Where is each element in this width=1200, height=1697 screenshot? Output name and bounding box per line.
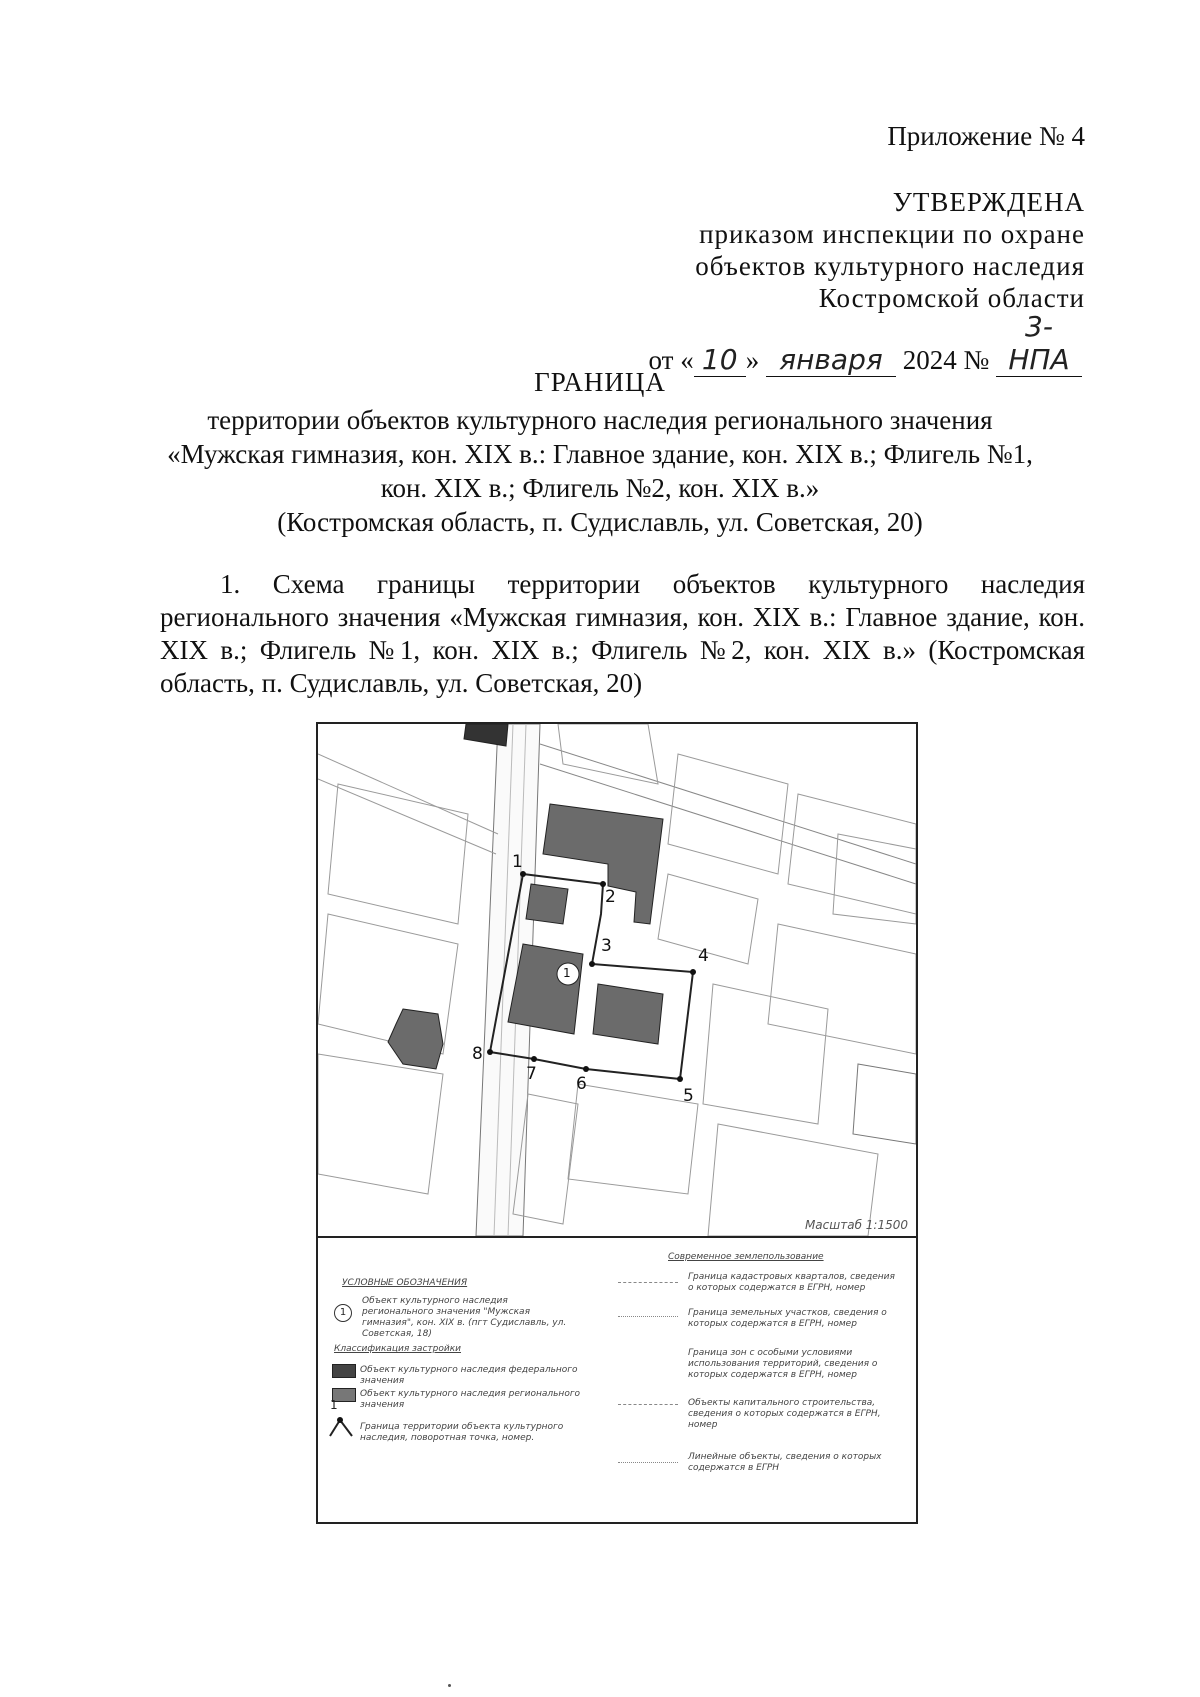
order-number-sign: № <box>963 345 990 375</box>
legend-cadastral-line <box>618 1282 678 1283</box>
title-line-1: территории объектов культурного наследия регионального значения <box>207 405 993 435</box>
legend-landplot-line <box>618 1316 678 1317</box>
legend-boundary-symbol: 1 <box>330 1398 338 1412</box>
approved-line-3: Костромской области <box>818 283 1085 313</box>
legend-regional: Объект культурного наследия регионального значения <box>360 1389 581 1410</box>
section-1-text: 1. Схема границы территории объектов культурного наследия регионального значения «Мужская гимназия, кон. XIX в.: Главное здание, кон. XIX в.; Флигель №1, кон. XIX в.; Флигель №2, кон. XIX в.» (Костромская область, п. Судиславль, ул. Советская, 20) <box>160 569 1085 698</box>
point-label-2: 2 <box>605 887 616 907</box>
point-label-8: 8 <box>472 1044 483 1064</box>
map-drawing <box>318 724 916 1236</box>
legend-zones: Граница зон с особыми условиями использования территорий, сведения о которых содержатся в ЕГРН, номер <box>688 1348 878 1380</box>
order-day: 10 <box>694 343 746 377</box>
point-label-4: 4 <box>698 946 709 966</box>
title-line-3: кон. XIX в.; Флигель №2, кон. XIX в.» <box>380 473 820 503</box>
point-label-3: 3 <box>601 936 612 956</box>
legend-linear: Линейные объекты, сведения о которых содержатся в ЕГРН <box>688 1452 882 1473</box>
order-month: января <box>766 343 896 377</box>
boundary-scheme <box>316 722 918 1524</box>
legend-right-title: Современное землепользование <box>668 1252 824 1262</box>
legend-capital-line <box>618 1404 678 1405</box>
point-label-5: 5 <box>683 1086 694 1106</box>
approved-line-1: приказом инспекции по охране <box>699 219 1085 249</box>
map-area <box>318 724 916 1238</box>
point-label-6: 6 <box>576 1074 587 1094</box>
appendix-label: Приложение № 4 <box>887 121 1085 151</box>
legend-title: УСЛОВНЫЕ ОБОЗНАЧЕНИЯ <box>342 1278 468 1288</box>
scan-dot <box>448 1684 451 1687</box>
approved-line-2: объектов культурного наследия <box>695 251 1085 281</box>
order-prefix: от « <box>648 345 694 375</box>
legend-cadastral: Граница кадастровых кварталов, сведения о которых содержатся в ЕГРН, номер <box>688 1272 895 1293</box>
legend-object-desc: Объект культурного наследия регионального значения "Мужская гимназия", кон. XIX в. (пгт Судиславль, ул. Советская, 18) <box>362 1296 567 1339</box>
order-mid: » <box>745 345 760 375</box>
point-label-7: 7 <box>526 1064 537 1084</box>
legend-linear-line <box>618 1462 678 1463</box>
legend-federal-swatch <box>332 1364 356 1378</box>
title-line-2: «Мужская гимназия, кон. XIX в.: Главное здание, кон. XIX в.; Флигель №1, <box>167 439 1033 469</box>
legend <box>318 1238 916 1522</box>
title-main: ГРАНИЦА <box>534 367 666 397</box>
order-year: 2024 <box>902 345 957 375</box>
document-title <box>115 365 1085 539</box>
approval-block <box>695 186 1085 314</box>
scale-label: Масштаб 1:1500 <box>804 1218 908 1232</box>
legend-federal: Объект культурного наследия федерального значения <box>360 1365 578 1386</box>
legend-capital: Объекты капитального строительства, сведения о которых содержатся в ЕГРН, номер <box>688 1398 881 1430</box>
legend-class-title: Классификация застройки <box>334 1344 461 1354</box>
approved-heading: УТВЕРЖДЕНА <box>892 187 1085 217</box>
legend-boundary: Граница территории объекта культурного наследия, поворотная точка, номер. <box>360 1422 564 1443</box>
object-number-label: 1 <box>563 966 571 980</box>
point-label-1: 1 <box>512 852 523 872</box>
legend-object-symbol: 1 <box>334 1304 352 1322</box>
title-line-4: (Костромская область, п. Судиславль, ул. Советская, 20) <box>277 507 923 537</box>
legend-land-plots: Граница земельных участков, сведения о которых содержатся в ЕГРН, номер <box>688 1308 887 1329</box>
boundary-point-icon <box>328 1408 354 1438</box>
order-number: 3-НПА <box>996 310 1082 377</box>
